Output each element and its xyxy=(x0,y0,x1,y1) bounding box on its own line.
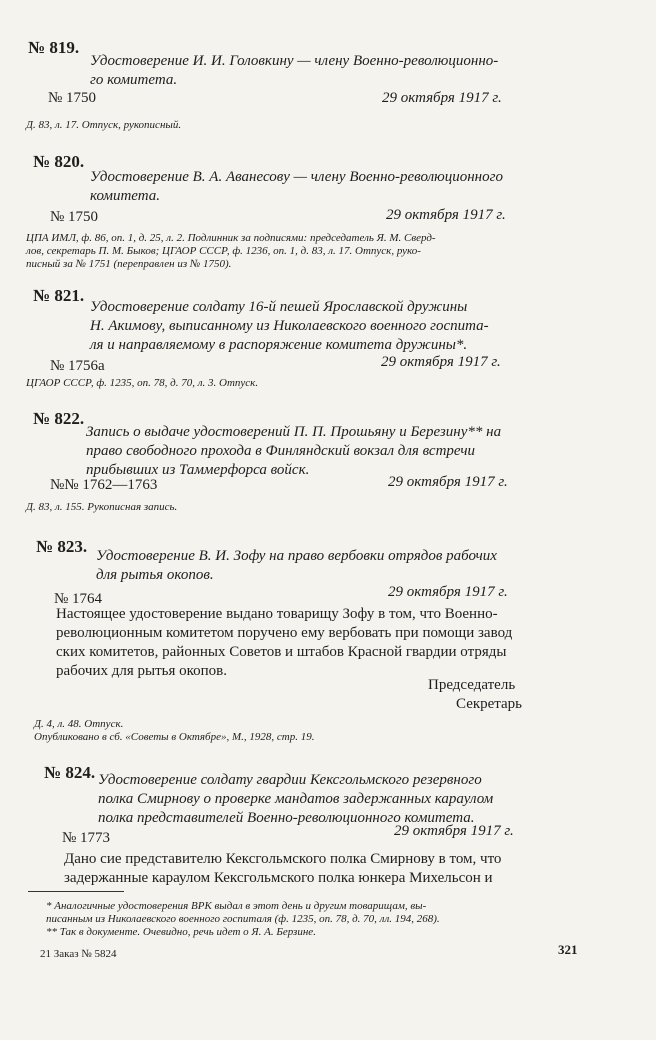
doc-823-title xyxy=(96,547,497,585)
doc-821-reg: № 1756а xyxy=(50,358,105,374)
doc-821-title-line: Удостоверение солдату 16-й пешей Ярославской дружины xyxy=(90,299,468,315)
page-number: 321 xyxy=(558,942,578,957)
doc-821-date: 29 октября 1917 г. xyxy=(381,354,501,370)
doc-822-date: 29 октября 1917 г. xyxy=(388,474,508,490)
footnote-line: ** Так в документе. Очевидно, речь идет о Я. А. Берзине. xyxy=(46,926,316,938)
chairman-signature: Председатель xyxy=(428,677,516,693)
doc-821-title-line: Н. Акимову, выписанному из Николаевского военного госпита- xyxy=(90,318,489,334)
doc-823-reg: № 1764 xyxy=(54,591,103,607)
doc-820-note-line: ЦПА ИМЛ, ф. 86, оп. 1, д. 25, л. 2. Подлинник за подписями: председатель Я. М. Сверд- xyxy=(26,232,436,244)
footnote-line: * Аналогичные удостоверения ВРК выдал в этот день и другим товарищам, вы- xyxy=(46,900,427,912)
doc-822-number: № 822. xyxy=(33,409,85,428)
doc-819-title-line: Удостоверение И. И. Головкину — члену Военно-революционно- xyxy=(90,53,499,69)
doc-819-note-line: Д. 83, л. 17. Отпуск, рукописный. xyxy=(26,119,182,131)
doc-819-number: № 819. xyxy=(28,38,80,57)
print-signature: 21 Заказ № 5824 xyxy=(40,948,117,960)
doc-820-note-line: лов, секретарь П. М. Быков; ЦГАОР СССР, ф. 1236, оп. 1, д. 83, л. 17. Отпуск, руко- xyxy=(26,245,421,257)
secretary-signature: Секретарь xyxy=(456,696,523,712)
footnote-line: писанным из Николаевского военного госпиталя (ф. 1235, оп. 78, д. 70, лл. 194, 268). xyxy=(46,913,440,925)
doc-820-title-line: комитета. xyxy=(90,188,161,204)
doc-820-reg: № 1750 xyxy=(50,209,99,225)
doc-821-number: № 821. xyxy=(33,286,85,305)
footnote-separator xyxy=(28,891,124,892)
doc-823-note xyxy=(34,718,314,744)
doc-823-date: 29 октября 1917 г. xyxy=(388,584,508,600)
doc-823-body-line: рабочих для рытья окопов. xyxy=(56,663,227,679)
doc-822-title-line: право свободного прохода в Финляндский вокзал для встречи xyxy=(86,443,476,459)
doc-823-body-line: революционным комитетом поручено ему вербовать при помощи завод xyxy=(56,625,513,641)
doc-824-body-line: задержанные караулом Кексгольмского полка юнкера Михельсон и xyxy=(64,870,493,886)
doc-824-title xyxy=(98,771,493,828)
doc-824-body xyxy=(64,850,501,888)
doc-824-reg: № 1773 xyxy=(62,830,111,846)
doc-824-body-line: Дано сие представителю Кексгольмского полка Смирнову в том, что xyxy=(64,851,502,867)
doc-822-title-line: Запись о выдаче удостоверений П. П. Прошьяну и Березину** на xyxy=(86,424,502,440)
doc-819-title-line: го комитета. xyxy=(90,72,178,88)
doc-824-title-line: полка представителей Военно-революционного комитета. xyxy=(98,810,475,826)
doc-819-reg: № 1750 xyxy=(48,90,97,106)
doc-821-title-line: ля и направляемому в распоряжение комитета дружины*. xyxy=(90,337,468,353)
doc-821-title xyxy=(90,298,489,355)
doc-823-note-line: Опубликовано в сб. «Советы в Октябре», М., 1928, стр. 19. xyxy=(34,731,315,743)
doc-823-body-line: ских комитетов, районных Советов и штабов Красной гвардии отряды xyxy=(56,644,507,660)
doc-823-note-line: Д. 4, л. 48. Отпуск. xyxy=(34,718,124,730)
doc-824-date: 29 октября 1917 г. xyxy=(394,823,514,839)
doc-820-note xyxy=(26,232,436,271)
doc-823-number: № 823. xyxy=(36,537,88,556)
doc-821-note-line: ЦГАОР СССР, ф. 1235, оп. 78, д. 70, л. 3. Отпуск. xyxy=(26,377,259,389)
doc-824-title-line: полка Смирнову о проверке мандатов задержанных караулом xyxy=(98,791,494,807)
doc-820-date: 29 октября 1917 г. xyxy=(386,207,506,223)
doc-819-note xyxy=(26,119,181,132)
doc-822-note xyxy=(26,501,177,514)
doc-820-title xyxy=(90,168,503,206)
doc-821-note xyxy=(26,377,258,390)
doc-822-title xyxy=(86,423,501,480)
footnotes xyxy=(46,900,440,939)
doc-822-reg: №№ 1762—1763 xyxy=(50,477,158,493)
doc-820-title-line: Удостоверение В. А. Аванесову — члену Военно-революционного xyxy=(90,169,503,185)
doc-820-number: № 820. xyxy=(33,152,85,171)
doc-824-number: № 824. xyxy=(44,763,96,782)
doc-822-note-line: Д. 83, л. 155. Рукописная запись. xyxy=(26,501,178,513)
doc-823-signatures xyxy=(428,676,522,714)
doc-823-title-line: для рытья окопов. xyxy=(96,567,214,583)
doc-820-note-line: писный за № 1751 (переправлен из № 1750). xyxy=(26,258,232,270)
doc-822-title-line: прибывших из Таммерфорса войск. xyxy=(86,462,310,478)
doc-823-body xyxy=(56,605,512,681)
doc-823-body-line: Настоящее удостоверение выдано товарищу Зофу в том, что Военно- xyxy=(56,606,498,622)
doc-819-date: 29 октября 1917 г. xyxy=(382,90,502,106)
doc-823-title-line: Удостоверение В. И. Зофу на право вербовки отрядов рабочих xyxy=(96,548,497,564)
doc-819-title xyxy=(90,52,498,90)
doc-824-title-line: Удостоверение солдату гвардии Кексгольмского резервного xyxy=(98,772,482,788)
